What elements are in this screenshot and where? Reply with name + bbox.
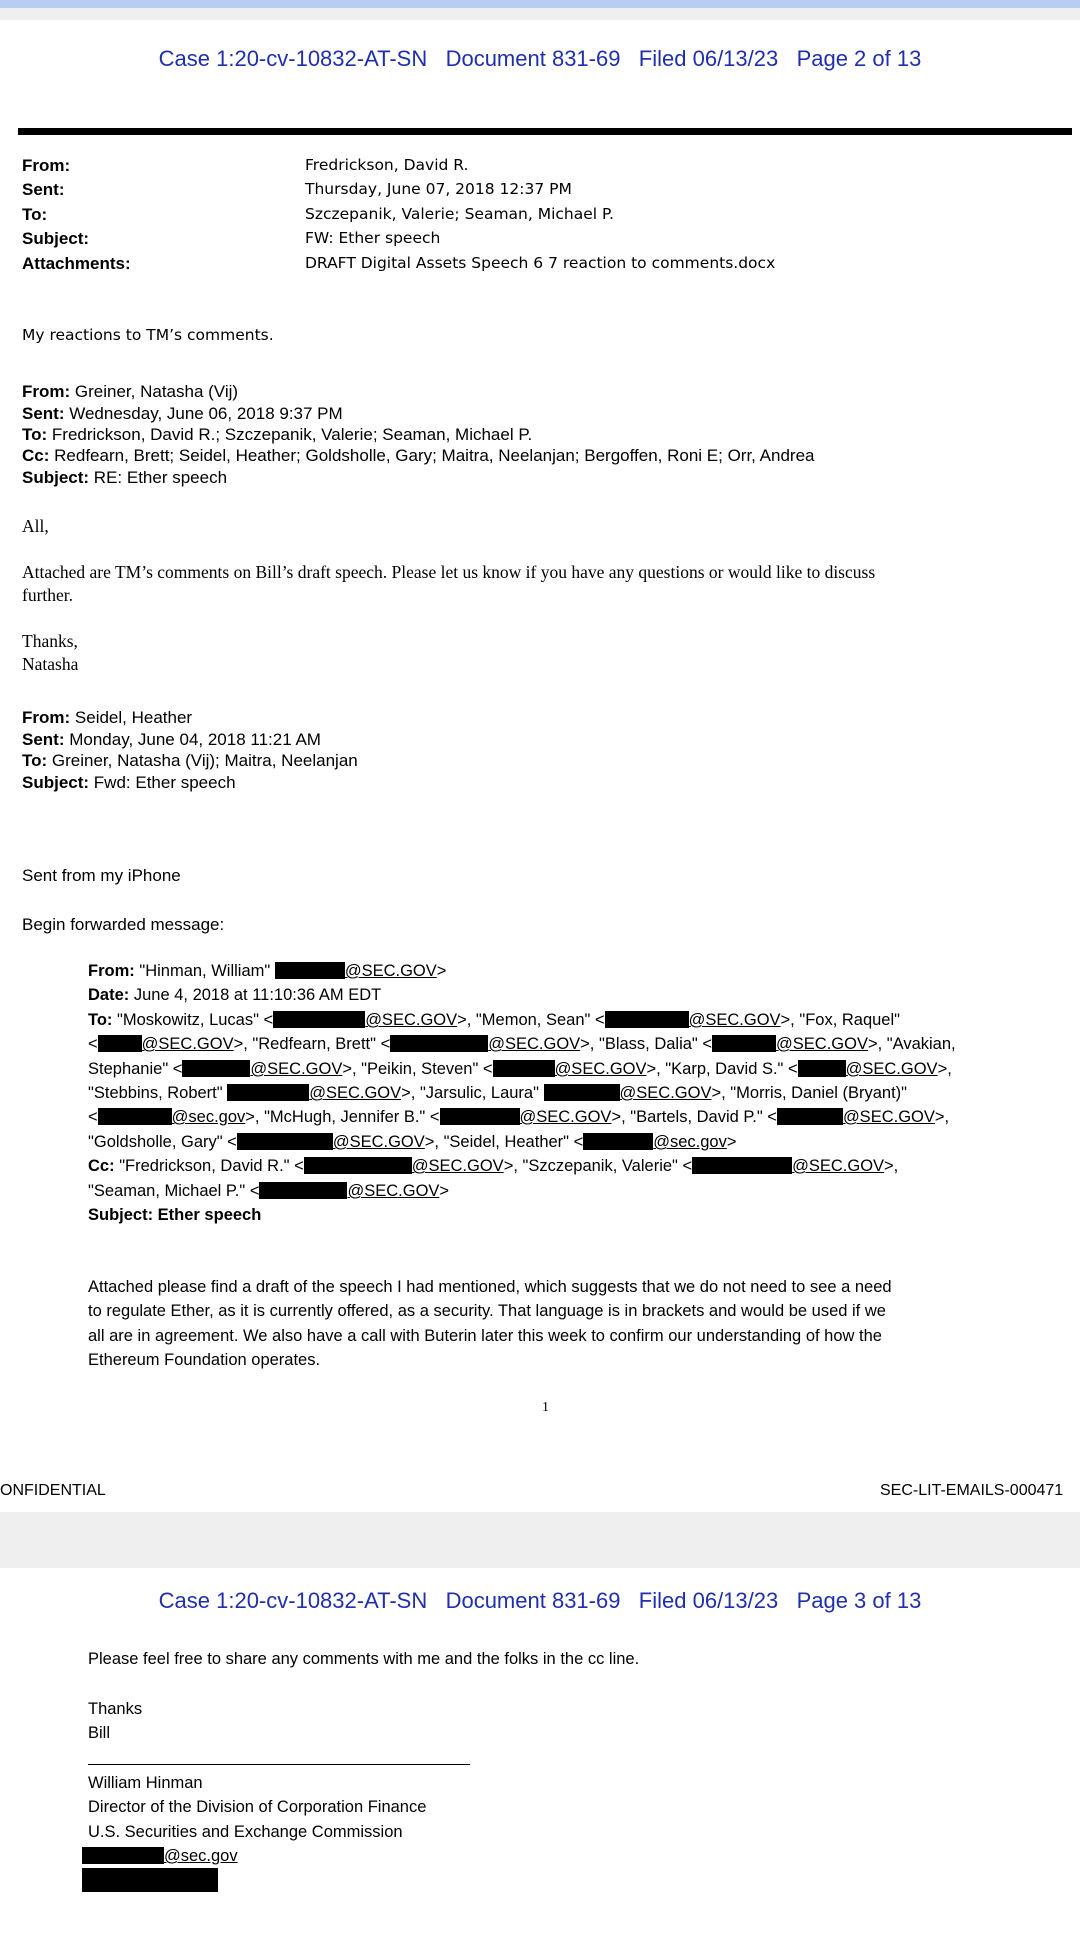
fwd-body-line2: to regulate Ether, as it is currently offered, as a security. That language is in brackets and would be used if we — [88, 1302, 886, 1320]
subject-value: FW: Ether speech — [305, 229, 441, 247]
msg2-signature: Natasha — [22, 654, 79, 674]
footer-confidential: ONFIDENTIAL — [0, 1482, 106, 1499]
msg3-subject: Subject: Fwd: Ether speech — [22, 773, 236, 792]
fwd-date: Date: June 4, 2018 at 11:10:36 AM EDT — [88, 986, 382, 1004]
document-page-3 — [0, 1568, 1080, 1943]
page-number: 1 — [542, 1400, 549, 1415]
msg2-thanks: Thanks, — [22, 631, 78, 651]
attachments-label: Attachments: — [22, 254, 131, 273]
msg2-body-line1: Attached are TM’s comments on Bill’s draft speech. Please let us know if you have any questions or would like to discuss — [22, 562, 876, 582]
msg2-sent: Sent: Wednesday, June 06, 2018 9:37 PM — [22, 404, 343, 423]
redaction — [275, 962, 345, 979]
share-comments-text: Please feel free to share any comments with me and the folks in the cc line. — [88, 1650, 640, 1668]
redaction — [98, 1108, 172, 1125]
msg2-body-line2: further. — [22, 585, 74, 605]
msg2-subject: Subject: RE: Ether speech — [22, 468, 228, 487]
fwd-to-line4: "Stebbins, Robert" @SEC.GOV>, "Jarsulic, Laura" @SEC.GOV>, "Morris, Daniel (Bryant)" — [88, 1084, 908, 1102]
fwd-body-line4: Ethereum Foundation operates. — [88, 1351, 321, 1369]
redaction — [390, 1035, 488, 1052]
case-header: Case 1:20-cv-10832-AT-SN Document 831-69 Filed 06/13/23 Page 3 of 13 — [158, 1588, 922, 1613]
to-label: To: — [22, 205, 48, 224]
fwd-subject: Subject: Ether speech — [88, 1206, 262, 1224]
redaction — [227, 1084, 309, 1101]
msg3-sent: Sent: Monday, June 04, 2018 11:21 AM — [22, 730, 321, 749]
redaction — [82, 1847, 164, 1864]
redaction — [798, 1060, 846, 1077]
redaction — [304, 1157, 412, 1174]
redaction — [493, 1060, 555, 1077]
signature-divider — [88, 1764, 470, 1765]
msg3-to: To: Greiner, Natasha (Vij); Maitra, Neelanjan — [22, 751, 358, 770]
redaction — [583, 1133, 653, 1150]
fwd-to-line6: "Goldsholle, Gary" < @SEC.GOV>, "Seidel, Heather" < @sec.gov> — [88, 1133, 737, 1151]
fwd-from: From: "Hinman, William" @SEC.GOV> — [88, 962, 447, 980]
redaction — [544, 1084, 620, 1101]
begin-forwarded: Begin forwarded message: — [22, 915, 225, 934]
msg2-to: To: Fredrickson, David R.; Szczepanik, Valerie; Seaman, Michael P. — [22, 425, 533, 444]
redaction — [440, 1108, 520, 1125]
closing-name: Bill — [88, 1724, 111, 1742]
fwd-body-line3: all are in agreement. We also have a call with Buterin later this week to confirm our understanding of how the — [88, 1327, 882, 1345]
document-page-2 — [0, 20, 1080, 1512]
redaction — [605, 1011, 689, 1028]
msg2-from: From: Greiner, Natasha (Vij) — [22, 382, 239, 401]
reaction-text: My reactions to TM’s comments. — [22, 326, 274, 344]
redaction-block — [82, 1868, 218, 1892]
redaction — [237, 1133, 333, 1150]
redaction — [712, 1035, 776, 1052]
msg2-greeting: All, — [22, 516, 49, 536]
header-rule — [18, 128, 1072, 135]
msg3-from: From: Seidel, Heather — [22, 708, 193, 727]
redaction — [777, 1108, 843, 1125]
to-value: Szczepanik, Valerie; Seaman, Michael P. — [305, 205, 614, 223]
signature-org: U.S. Securities and Exchange Commission — [88, 1823, 403, 1841]
fwd-to-line5: < @sec.gov>, "McHugh, Jennifer B." < @SEC.GOV>, "Bartels, David P." < @SEC.GOV>, — [88, 1108, 950, 1126]
footer-bates-number: SEC-LIT-EMAILS-000471 — [880, 1482, 1064, 1499]
attachment-file[interactable]: DRAFT Digital Assets Speech 6 7 reaction to comments.docx — [305, 254, 776, 272]
fwd-to-line3: Stephanie" < @SEC.GOV>, "Peikin, Steven" < @SEC.GOV>, "Karp, David S." < @SEC.GOV>, — [88, 1060, 952, 1078]
case-header: Case 1:20-cv-10832-AT-SN Document 831-69 Filed 06/13/23 Page 2 of 13 — [158, 46, 922, 71]
redaction — [259, 1182, 347, 1199]
subject-label: Subject: — [22, 229, 90, 248]
fwd-to-line1: To: "Moskowitz, Lucas" < @SEC.GOV>, "Memon, Sean" < @SEC.GOV>, "Fox, Raquel" — [88, 1011, 901, 1029]
signature-title: Director of the Division of Corporation Finance — [88, 1798, 427, 1816]
signature-email: @sec.gov — [82, 1847, 238, 1866]
sent-from-iphone: Sent from my iPhone — [22, 866, 181, 885]
redaction — [98, 1035, 142, 1052]
signature-name: William Hinman — [88, 1774, 203, 1792]
fwd-cc-line1: Cc: "Fredrickson, David R." < @SEC.GOV>, "Szczepanik, Valerie" < @SEC.GOV>, — [88, 1157, 899, 1175]
from-value: Fredrickson, David R. — [305, 156, 469, 174]
fwd-to-line2: < @SEC.GOV>, "Redfearn, Brett" < @SEC.GOV>, "Blass, Dalia" < @SEC.GOV>, "Avakian, — [88, 1035, 956, 1053]
top-bar — [0, 0, 1080, 8]
fwd-body-line1: Attached please find a draft of the speech I had mentioned, which suggests that we do not need to see a need — [88, 1278, 892, 1296]
fwd-cc-line2: "Seaman, Michael P." < @SEC.GOV> — [88, 1182, 450, 1200]
redaction — [273, 1011, 365, 1028]
sent-label: Sent: — [22, 180, 65, 199]
sent-value: Thursday, June 07, 2018 12:37 PM — [305, 180, 572, 198]
from-label: From: — [22, 156, 71, 175]
redaction — [182, 1060, 250, 1077]
msg2-cc: Cc: Redfearn, Brett; Seidel, Heather; Goldsholle, Gary; Maitra, Neelanjan; Bergoffen, Roni E; Orr, Andrea — [22, 446, 815, 465]
redaction — [692, 1157, 792, 1174]
closing-thanks: Thanks — [88, 1700, 143, 1718]
